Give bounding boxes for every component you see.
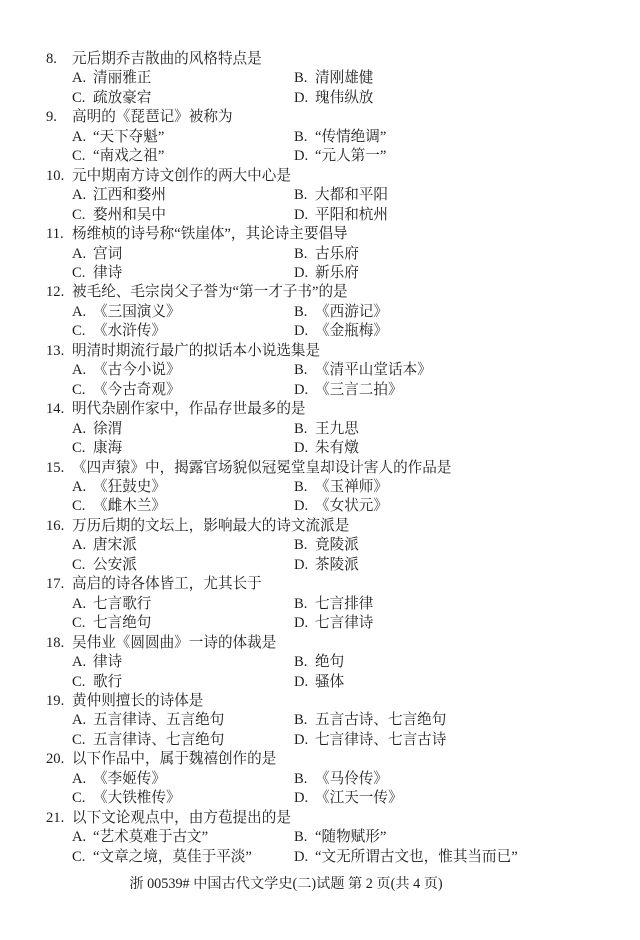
option-a [72,595,294,614]
option-text: 《西游记》 [315,303,388,320]
option-b [294,361,612,380]
options-grid [72,128,612,167]
options-grid [72,595,612,634]
option-label: D. [294,264,309,281]
question-stem-line [46,575,612,594]
option-label: A. [72,829,87,846]
option-text: 《大铁椎传》 [93,790,181,807]
option-a [72,69,294,88]
option-label: A. [72,362,87,379]
option-label: C. [72,323,86,340]
option-c [72,439,294,458]
option-label: A. [72,770,87,787]
options-grid [72,478,612,517]
option-text: 《女状元》 [315,498,388,515]
option-text: 《江天一传》 [315,790,403,807]
options-grid [72,245,612,284]
question-stem: 高启的诗各体皆工，尤其长于 [72,576,262,593]
option-text: “天下夺魁” [93,128,165,145]
option-label: D. [294,206,309,223]
option-text: 王九思 [315,420,359,437]
option-d [294,614,612,633]
option-b [294,711,612,730]
question-stem-line [46,50,612,69]
options-grid [72,186,612,225]
option-text: 《今古奇观》 [93,381,181,398]
option-text: 疏放豪宕 [93,89,152,106]
option-text: 康海 [93,440,123,457]
option-label: D. [294,323,309,340]
option-a [72,711,294,730]
option-text: 徐渭 [93,420,123,437]
question-number: 18. [46,634,65,651]
option-label: B. [294,303,308,320]
question-number: 11. [46,226,64,243]
question-stem-line [46,517,612,536]
option-d [294,731,612,750]
question-block [46,400,612,458]
option-text: 歌行 [93,673,123,690]
option-c [72,673,294,692]
option-label: B. [294,420,308,437]
option-b [294,828,612,847]
option-text: 清刚雄健 [315,70,374,87]
option-label: D. [294,440,309,457]
option-text: “随物赋形” [315,829,387,846]
options-grid [72,361,612,400]
option-d [294,147,612,166]
option-c [72,322,294,341]
question-stem-line [46,692,612,711]
option-label: B. [294,362,308,379]
option-text: 七言绝句 [93,615,152,632]
option-a [72,420,294,439]
question-stem: 元后期乔吉散曲的风格特点是 [72,51,262,67]
option-b [294,420,612,439]
options-grid [72,69,612,108]
option-d [294,673,612,692]
option-label: B. [294,537,308,554]
option-b [294,303,612,322]
question-stem: 以下作品中，属于魏禧创作的是 [72,751,277,768]
option-d [294,848,612,867]
option-a [72,828,294,847]
option-c [72,264,294,283]
question-stem-line [46,342,612,361]
option-label: B. [294,128,308,145]
option-text: 江西和婺州 [93,187,166,204]
option-label: D. [294,673,309,690]
option-label: A. [72,70,87,87]
option-label: A. [72,712,87,729]
option-text: “艺术莫难于古文” [93,829,209,846]
question-number: 9. [46,109,57,126]
option-a [72,303,294,322]
option-label: D. [294,148,309,165]
options-grid [72,420,612,459]
option-text: “元人第一” [315,148,387,165]
option-c [72,789,294,808]
option-b [294,595,612,614]
option-c [72,556,294,575]
option-d [294,206,612,225]
question-stem: 明代杂剧作家中，作品存世最多的是 [72,401,306,418]
option-text: 《三言二拍》 [315,381,403,398]
option-label: B. [294,770,308,787]
option-d [294,322,612,341]
question-stem: 黄仲则擅长的诗体是 [72,692,204,709]
option-label: A. [72,420,87,437]
question-stem: 《四声猿》中，揭露官场貌似冠冕堂皇却设计害人的作品是 [72,459,452,476]
option-a [72,478,294,497]
option-d [294,556,612,575]
option-label: B. [294,478,308,495]
question-number: 10. [46,167,65,184]
option-label: C. [72,615,86,632]
option-text: 五言律诗、五言绝句 [93,712,225,729]
option-text: 律诗 [93,654,123,671]
option-c [72,89,294,108]
question-number: 14. [46,401,65,418]
question-stem: 被毛纶、毛宗岗父子誉为“第一才子书”的是 [72,284,348,301]
option-text: 《李姬传》 [93,770,166,787]
option-d [294,789,612,808]
option-b [294,128,612,147]
option-label: C. [72,89,86,106]
question-stem: 吴伟业《圆圆曲》一诗的体裁是 [72,634,277,651]
option-a [72,245,294,264]
question-block [46,283,612,341]
option-label: A. [72,245,87,262]
option-text: 竟陵派 [315,537,359,554]
option-b [294,478,612,497]
option-label: D. [294,790,309,807]
option-label: D. [294,498,309,515]
option-label: D. [294,89,309,106]
option-label: B. [294,712,308,729]
option-d [294,264,612,283]
option-label: B. [294,187,308,204]
question-stem-line [46,750,612,769]
question-block [46,634,612,692]
page-footer: 浙 00539# 中国古代文学史(二)试题 第 2 页(共 4 页) [129,876,443,893]
option-text: 五言律诗、七言绝句 [93,731,225,748]
question-block [46,108,612,166]
question-block [46,167,612,225]
option-label: B. [294,245,308,262]
question-stem-line [46,400,612,419]
option-text: 五言古诗、七言绝句 [315,712,447,729]
options-grid [72,770,612,809]
option-text: 新乐府 [315,264,359,281]
option-b [294,536,612,555]
option-b [294,69,612,88]
options-grid [72,828,612,867]
option-label: A. [72,537,87,554]
question-number: 15. [46,459,65,476]
question-stem: 明清时期流行最广的拟话本小说选集是 [72,342,321,359]
question-block [46,517,612,575]
option-label: A. [72,303,87,320]
option-text: 骚体 [315,673,345,690]
option-text: 《马伶传》 [315,770,388,787]
option-text: 朱有燉 [315,440,359,457]
question-block [46,809,612,867]
option-text: 茶陵派 [315,556,359,573]
question-block [46,225,612,283]
option-label: C. [72,381,86,398]
question-block [46,750,612,808]
option-text: 清丽雅正 [93,70,152,87]
option-label: C. [72,790,86,807]
option-text: 七言律诗 [315,615,374,632]
option-text: “文章之境，莫佳于平淡” [93,848,252,865]
option-c [72,614,294,633]
option-a [72,653,294,672]
option-text: 《金瓶梅》 [315,323,388,340]
option-label: C. [72,673,86,690]
option-b [294,770,612,789]
option-label: A. [72,128,87,145]
option-label: D. [294,848,309,865]
question-stem-line [46,283,612,302]
question-stem: 万历后期的文坛上，影响最大的诗文流派是 [72,517,350,534]
option-text: 七言律诗、七言古诗 [315,731,447,748]
option-c [72,147,294,166]
option-text: 《狂鼓史》 [93,478,166,495]
question-stem-line [46,809,612,828]
option-text: 瑰伟纵放 [315,89,374,106]
option-d [294,381,612,400]
option-text: 律诗 [93,264,123,281]
question-stem-line [46,167,612,186]
option-text: 平阳和杭州 [315,206,388,223]
question-stem-line [46,459,612,478]
question-number: 13. [46,342,65,359]
options-grid [72,653,612,692]
question-stem: 杨维桢的诗号称“铁崖体”，其论诗主要倡导 [72,226,348,243]
options-grid [72,536,612,575]
options-grid [72,711,612,750]
option-text: “南戏之祖” [93,148,165,165]
option-text: 《雌木兰》 [93,498,166,515]
option-label: C. [72,731,86,748]
option-text: 《三国演义》 [93,303,181,320]
option-label: D. [294,556,309,573]
option-c [72,206,294,225]
question-stem-line [46,634,612,653]
option-a [72,186,294,205]
question-number: 8. [46,51,57,67]
question-number: 19. [46,692,65,709]
option-text: 《古今小说》 [93,362,181,379]
option-label: D. [294,381,309,398]
option-label: C. [72,440,86,457]
option-label: B. [294,829,308,846]
options-grid [72,303,612,342]
option-label: A. [72,478,87,495]
option-label: C. [72,206,86,223]
option-label: D. [294,615,309,632]
option-text: 大都和平阳 [315,187,388,204]
option-label: C. [72,148,86,165]
option-c [72,731,294,750]
question-stem-line [46,108,612,127]
option-a [72,536,294,555]
question-block [46,575,612,633]
option-text: 婺州和吴中 [93,206,166,223]
question-stem: 元中期南方诗文创作的两大中心是 [72,167,291,184]
option-text: 绝句 [315,654,345,671]
option-text: 七言排律 [315,595,374,612]
option-text: 唐宋派 [93,537,137,554]
option-b [294,245,612,264]
option-label: C. [72,848,86,865]
option-label: B. [294,595,308,612]
option-d [294,439,612,458]
option-a [72,770,294,789]
option-label: C. [72,498,86,515]
option-b [294,186,612,205]
question-block [46,50,612,108]
question-stem: 高明的《琵琶记》被称为 [72,109,233,126]
question-number: 16. [46,517,65,534]
option-text: 《玉禅师》 [315,478,388,495]
option-a [72,361,294,380]
option-text: “文无所谓古文也，惟其当而已” [315,848,518,865]
option-label: A. [72,595,87,612]
option-label: D. [294,731,309,748]
option-label: B. [294,654,308,671]
option-label: B. [294,70,308,87]
question-number: 20. [46,751,65,768]
option-label: C. [72,264,86,281]
question-stem-line [46,225,612,244]
option-text: “传情绝调” [315,128,387,145]
question-number: 17. [46,576,65,593]
option-text: 七言歌行 [93,595,152,612]
question-block [46,459,612,517]
option-label: C. [72,556,86,573]
option-c [72,381,294,400]
option-text: 《清平山堂话本》 [315,362,432,379]
question-block [46,342,612,400]
question-number: 12. [46,284,65,301]
option-d [294,497,612,516]
option-text: 古乐府 [315,245,359,262]
option-label: A. [72,654,87,671]
option-label: A. [72,187,87,204]
option-c [72,848,294,867]
question-list [46,50,612,867]
question-block [46,692,612,750]
option-text: 《水浒传》 [93,323,166,340]
option-d [294,89,612,108]
question-stem: 以下文论观点中，由方苞提出的是 [72,809,291,826]
option-a [72,128,294,147]
option-b [294,653,612,672]
question-number: 21. [46,809,65,826]
option-text: 公安派 [93,556,137,573]
option-c [72,497,294,516]
option-text: 宫词 [93,245,123,262]
